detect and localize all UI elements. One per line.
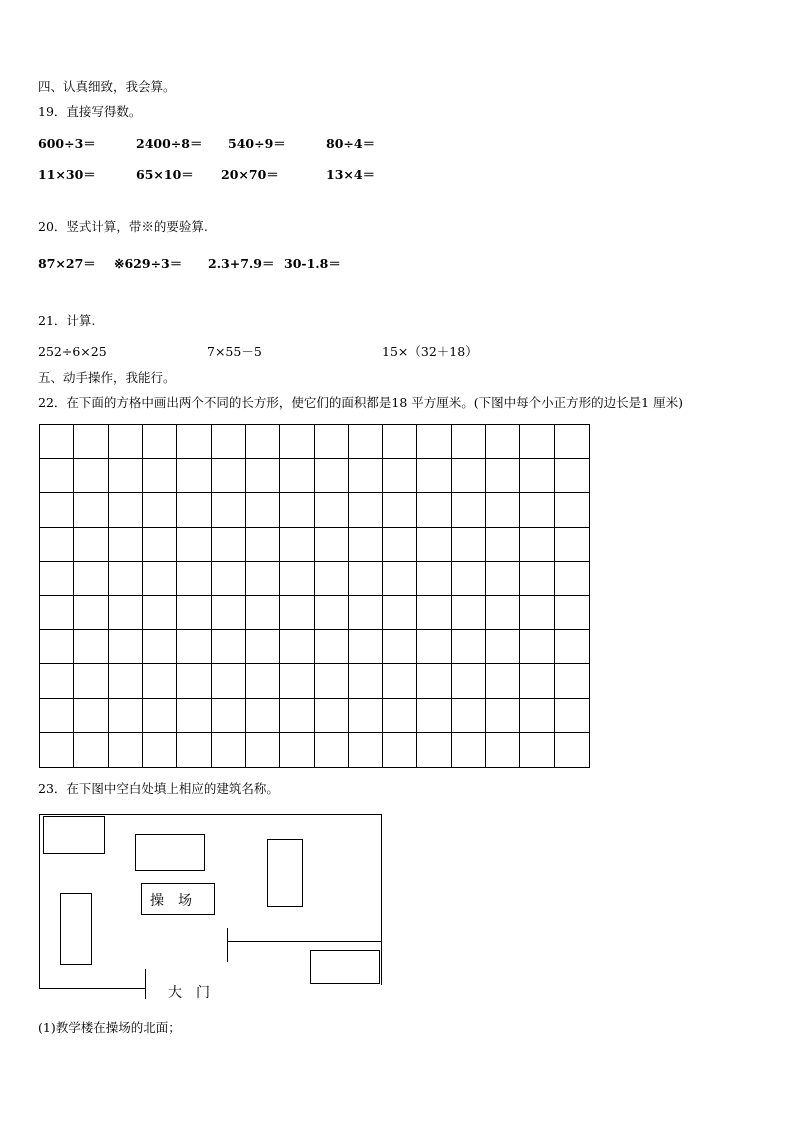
grid-cell	[74, 630, 108, 664]
q19-item: 65×10＝	[136, 167, 194, 182]
grid-cell	[109, 699, 143, 733]
grid-cell	[349, 596, 383, 630]
grid-cell	[520, 425, 554, 459]
grid-cell	[246, 630, 280, 664]
grid-cell	[383, 562, 417, 596]
map-wall-right	[381, 814, 382, 985]
q23-title: 23．在下图中空白处填上相应的建筑名称。	[38, 781, 279, 796]
grid-cell	[246, 493, 280, 527]
grid-cell	[212, 425, 246, 459]
grid-cell	[177, 630, 211, 664]
grid-cell	[452, 596, 486, 630]
grid-cell	[520, 699, 554, 733]
q21-item: 7×55－5	[207, 344, 262, 359]
grid-cell	[520, 459, 554, 493]
grid-cell	[383, 664, 417, 698]
grid-cell	[417, 664, 451, 698]
grid-cell	[143, 493, 177, 527]
grid-cell	[40, 528, 74, 562]
map-wall-left	[39, 814, 40, 989]
q20-item: 2.3+7.9＝	[208, 256, 275, 271]
grid-cell	[520, 562, 554, 596]
grid-cell	[246, 562, 280, 596]
grid-cell	[417, 562, 451, 596]
grid-cell	[143, 733, 177, 767]
grid-cell	[212, 699, 246, 733]
grid-cell	[486, 699, 520, 733]
grid-cell	[452, 493, 486, 527]
grid-cell	[280, 425, 314, 459]
grid-cell	[555, 493, 589, 527]
grid-cell	[74, 459, 108, 493]
q21-item: 252÷6×25	[38, 344, 107, 359]
building-box-top-left	[43, 816, 105, 854]
grid-cell	[246, 459, 280, 493]
grid-cell	[177, 733, 211, 767]
grid-cell	[177, 562, 211, 596]
grid-cell	[40, 596, 74, 630]
q23-sub1: (1)教学楼在操场的北面；	[38, 1020, 181, 1035]
grid-cell	[74, 699, 108, 733]
grid-cell	[280, 493, 314, 527]
grid-cell	[40, 493, 74, 527]
grid-cell	[212, 596, 246, 630]
building-box-west	[60, 893, 92, 965]
gate-label: 大门	[168, 985, 224, 1001]
grid-cell	[349, 562, 383, 596]
grid-cell	[555, 459, 589, 493]
map-wall-top	[39, 814, 382, 815]
grid-cell	[383, 630, 417, 664]
grid-cell	[383, 596, 417, 630]
grid-cell	[40, 630, 74, 664]
grid-cell	[246, 528, 280, 562]
grid-cell	[280, 733, 314, 767]
grid-cell	[486, 493, 520, 527]
grid-cell	[452, 562, 486, 596]
grid-cell	[452, 425, 486, 459]
grid-cell	[417, 699, 451, 733]
grid-cell	[40, 562, 74, 596]
playground-label: 操场	[150, 893, 206, 909]
grid-cell	[349, 630, 383, 664]
grid-cell	[246, 733, 280, 767]
q20-item: ※629÷3＝	[114, 256, 183, 271]
grid-cell	[315, 630, 349, 664]
q20-title: 20．竖式计算，带※的要验算.	[38, 219, 208, 234]
grid-cell	[212, 528, 246, 562]
grid-cell	[486, 596, 520, 630]
grid-cell	[315, 596, 349, 630]
grid-cell	[246, 699, 280, 733]
grid-cell	[177, 425, 211, 459]
grid-cell	[177, 699, 211, 733]
grid-cell	[452, 459, 486, 493]
section-5-title: 五、动手操作，我能行。	[38, 370, 176, 385]
grid-cell	[280, 699, 314, 733]
grid-cell	[40, 699, 74, 733]
grid-cell	[109, 664, 143, 698]
map-inner-wall-post	[227, 928, 228, 962]
grid-cell	[520, 630, 554, 664]
grid-cell	[109, 528, 143, 562]
grid-cell	[555, 425, 589, 459]
grid-cell	[349, 528, 383, 562]
grid-cell	[74, 425, 108, 459]
grid-cell	[40, 459, 74, 493]
grid-cell	[109, 733, 143, 767]
q20-item: 30-1.8＝	[284, 256, 341, 271]
grid-cell	[486, 733, 520, 767]
q19-item: 13×4＝	[326, 167, 376, 182]
grid-cell	[417, 425, 451, 459]
grid-cell	[520, 733, 554, 767]
map-inner-wall	[227, 941, 381, 942]
q21-item: 15×（32＋18）	[382, 344, 478, 359]
grid-cell	[315, 425, 349, 459]
q19-item: 80÷4＝	[326, 136, 376, 151]
grid-cell	[109, 562, 143, 596]
grid-cell	[315, 459, 349, 493]
grid-cell	[280, 459, 314, 493]
grid-cell	[143, 699, 177, 733]
grid-cell	[74, 664, 108, 698]
grid-cell	[555, 630, 589, 664]
grid-cell	[486, 562, 520, 596]
grid-cell	[74, 562, 108, 596]
grid-cell	[452, 630, 486, 664]
grid-cell	[109, 459, 143, 493]
grid-cell	[486, 425, 520, 459]
section-4-title: 四、认真细致，我会算。	[38, 79, 176, 94]
map-gate-post	[145, 969, 146, 999]
grid-cell	[383, 459, 417, 493]
q19-item: 2400÷8＝	[136, 136, 203, 151]
square-grid	[39, 424, 590, 768]
grid-cell	[520, 493, 554, 527]
grid-cell	[349, 425, 383, 459]
grid-cell	[315, 562, 349, 596]
grid-cell	[143, 562, 177, 596]
grid-cell	[486, 630, 520, 664]
grid-cell	[520, 596, 554, 630]
grid-cell	[417, 493, 451, 527]
grid-cell	[555, 596, 589, 630]
grid-cell	[143, 528, 177, 562]
grid-cell	[109, 425, 143, 459]
grid-cell	[486, 664, 520, 698]
grid-cell	[40, 425, 74, 459]
grid-cell	[74, 733, 108, 767]
q22-title: 22．在下面的方格中画出两个不同的长方形，使它们的面积都是18 平方厘米。(下图中每个小正方形的边长是1 厘米)	[38, 395, 683, 410]
grid-cell	[383, 528, 417, 562]
grid-cell	[143, 664, 177, 698]
q20-item: 87×27＝	[38, 256, 96, 271]
grid-cell	[212, 493, 246, 527]
grid-cell	[246, 596, 280, 630]
grid-cell	[383, 493, 417, 527]
grid-cell	[143, 630, 177, 664]
grid-cell	[417, 733, 451, 767]
grid-cell	[555, 733, 589, 767]
grid-cell	[315, 528, 349, 562]
grid-cell	[383, 425, 417, 459]
grid-cell	[177, 493, 211, 527]
map-wall-bottom-left	[39, 988, 146, 989]
grid-cell	[486, 459, 520, 493]
grid-cell	[520, 664, 554, 698]
grid-cell	[315, 733, 349, 767]
grid-cell	[452, 664, 486, 698]
q19-item: 20×70＝	[221, 167, 279, 182]
grid-cell	[212, 562, 246, 596]
grid-cell	[486, 528, 520, 562]
grid-cell	[143, 459, 177, 493]
grid-cell	[349, 459, 383, 493]
grid-cell	[383, 699, 417, 733]
grid-cell	[280, 630, 314, 664]
grid-cell	[452, 733, 486, 767]
grid-cell	[555, 664, 589, 698]
building-box-east	[267, 839, 303, 907]
grid-cell	[383, 733, 417, 767]
q19-title: 19．直接写得数。	[38, 104, 142, 119]
grid-cell	[417, 630, 451, 664]
grid-cell	[555, 699, 589, 733]
q19-item: 11×30＝	[38, 167, 96, 182]
grid-cell	[280, 664, 314, 698]
q19-item: 540÷9＝	[228, 136, 286, 151]
grid-cell	[212, 630, 246, 664]
grid-cell	[555, 528, 589, 562]
grid-cell	[40, 733, 74, 767]
building-box-north	[135, 834, 205, 871]
grid-cell	[212, 664, 246, 698]
grid-cell	[315, 664, 349, 698]
grid-cell	[280, 528, 314, 562]
grid-cell	[349, 664, 383, 698]
grid-cell	[280, 596, 314, 630]
grid-cell	[417, 459, 451, 493]
grid-cell	[452, 528, 486, 562]
grid-cell	[177, 528, 211, 562]
grid-cell	[452, 699, 486, 733]
grid-cell	[74, 493, 108, 527]
grid-cell	[315, 493, 349, 527]
grid-cell	[417, 596, 451, 630]
grid-cell	[280, 562, 314, 596]
grid-cell	[109, 630, 143, 664]
grid-cell	[74, 528, 108, 562]
grid-cell	[109, 493, 143, 527]
grid-cell	[246, 664, 280, 698]
grid-cell	[177, 664, 211, 698]
grid-cell	[315, 699, 349, 733]
grid-cell	[177, 459, 211, 493]
grid-cell	[246, 425, 280, 459]
grid-cell	[417, 528, 451, 562]
grid-cell	[177, 596, 211, 630]
grid-cell	[349, 699, 383, 733]
grid-cell	[143, 596, 177, 630]
grid-cell	[74, 596, 108, 630]
grid-cell	[109, 596, 143, 630]
grid-cell	[520, 528, 554, 562]
q21-title: 21．计算.	[38, 313, 96, 328]
q19-item: 600÷3＝	[38, 136, 96, 151]
grid-cell	[143, 425, 177, 459]
grid-cell	[212, 459, 246, 493]
grid-cell	[349, 493, 383, 527]
grid-cell	[212, 733, 246, 767]
grid-cell	[555, 562, 589, 596]
grid-cell	[40, 664, 74, 698]
building-box-southeast	[310, 950, 380, 984]
grid-cell	[349, 733, 383, 767]
